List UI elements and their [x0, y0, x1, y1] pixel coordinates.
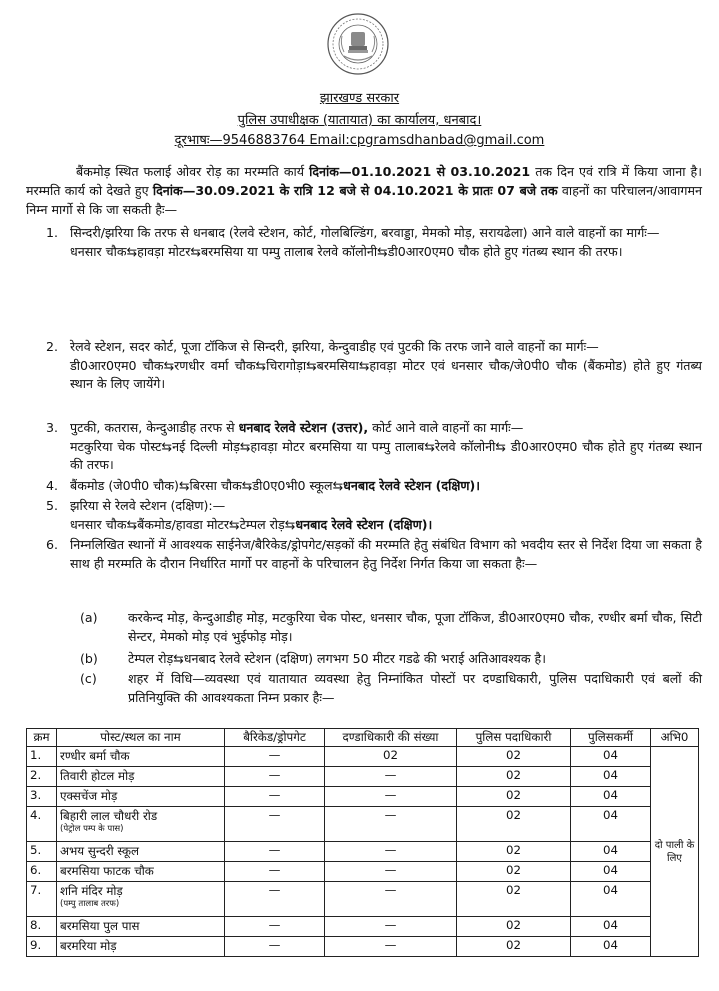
- table-row: 3. एक्सचेंज मोड़ — — 02 04: [27, 787, 699, 807]
- route-item: 4. बैंकमोड (जे0पी0 चौक)⇆बिरसा चौक⇆डी0ए0भी0 स्कूल⇆धनबाद रेलवे स्टेशन (दक्षिण)।: [46, 478, 481, 493]
- post-note: (पम्पु तालाब तरफ): [60, 899, 120, 909]
- post-name: बरमसिया पुल पास: [57, 917, 225, 937]
- route-item: 5. झरिया से रेलवे स्टेशन (दक्षिण):— धनसार चौक⇆बैंकमोड/हावडा मोटर⇆टेम्पल रोड़⇆धनबाद रेलवे स्टेशन (दक्षिण)।: [46, 498, 433, 532]
- post-note: (पेट्रोल पम्प के पास): [60, 824, 124, 834]
- table-header-row: [27, 729, 699, 747]
- post-name: तिवारी होटल मोड़: [57, 767, 225, 787]
- table-row: 4. बिहारी लाल चौधरी रोड (पेट्रोल पम्प के पास) — — 02 04: [27, 807, 699, 842]
- post-name: शनि मंदिर मोड़ (पम्पु तालाब तरफ): [57, 882, 225, 917]
- header-contact: दूरभाषः—9546883764 Email:cpgramsdhanbad@gmail.com: [174, 133, 545, 148]
- col-barricade: बैरिकेड/ड्रोपगेट: [225, 729, 325, 747]
- col-post: पोस्ट/स्थल का नाम: [57, 729, 225, 747]
- table-row: 8. बरमसिया पुल पास — — 02 04: [27, 917, 699, 937]
- header-government: झारखण्ड सरकार: [319, 91, 400, 106]
- table-row: 1. रण्धीर बर्मा चौक — 02 02 04 दो पाली के लिए: [27, 747, 699, 767]
- route-item: 1. सिन्दरी/झरिया कि तरफ से धनबाद (रेलवे स्टेशन, कोर्ट, गोलबिल्डिंग, बरवाड्डा, मेमको मोड़, सरायढेला) आने वाले वाहनों का मार्गः— धनसार चौक⇆हावड़ा मोटर⇆बरमसिया या पम्पु तालाब रेलवे कॉलोनी⇆डी0आर0एम0 चौक होते हुए गंतब्य स्थान की तरफ।: [46, 225, 660, 259]
- col-officer: पुलिस पदाधिकारी: [457, 729, 571, 747]
- table-row: 2. तिवारी होटल मोड़ — — 02 04: [27, 767, 699, 787]
- col-magistrate: दण्डाधिकारी की संख्या: [325, 729, 457, 747]
- sub-item: (a) करकेन्द मोड़, केन्दुआडीह मोड़, मटकुरिया चेक पोस्ट, धनसार चौक, पूजा टॉकिज, डी0आर0एम0 चौक, रण्धीर बर्मा चौक, सिटी सेन्टर, मेमको मोड़ एवं भुईफोड़ मोड़।: [80, 610, 702, 644]
- col-serial: क्रम: [27, 729, 57, 747]
- intro-paragraph: बैंकमोड़ स्थित फलाई ओवर रोड़ का मरम्मति कार्य दिनांक—01.10.2021 से 03.10.2021 तक दिन एवं रात्रि में किया जाना है। मरम्मति कार्य को देखते हुए दिनांक—30.09.2021 के रात्रि 12 बजे से 04.10.2021 के प्रातः 07 बजे तक वाहनों का परिचालन/आवागमन निम्न मार्गो से कि जा सकती हैः—: [26, 164, 702, 217]
- col-remark: अभि0: [651, 729, 699, 747]
- state-emblem-icon: [326, 12, 390, 76]
- post-name: बरमरिया मोड़: [57, 937, 225, 957]
- route-item: 2. रेलवे स्टेशन, सदर कोर्ट, पूजा टॉकिज से सिन्दरी, झरिया, केन्दुवाडीह एवं पुटकी कि तरफ जाने वाले वाहनों का मार्गः— डी0आर0एम0 चौक⇆रणधीर वर्मा चौक⇆चिरागोड़ा⇆बरमसिया⇆हावड़ा मोटर एवं धनसार चौक/जे0पी0 चौक (बैंकमोड) होते हुए गंतब्य स्थान के लिए जायेंगे।: [46, 339, 702, 392]
- sub-item: (b) टेम्पल रोड़⇆धनबाद रेलवे स्टेशन (दक्षिण) लगभग 50 मीटर गडढे की भराई अतिआवश्यक है।: [80, 651, 546, 666]
- post-name: रण्धीर बर्मा चौक: [57, 747, 225, 767]
- table-row: 5. अभय सुन्दरी स्कूल — — 02 04: [27, 842, 699, 862]
- table-row: 7. शनि मंदिर मोड़ (पम्पु तालाब तरफ) — — 02 04: [27, 882, 699, 917]
- post-name: एक्सचेंज मोड़: [57, 787, 225, 807]
- header-office: पुलिस उपाधीक्षक (यातायात) का कार्यालय, धनबाद।: [237, 113, 482, 128]
- col-police: पुलिसकर्मी: [571, 729, 651, 747]
- post-name: बिहारी लाल चौधरी रोड (पेट्रोल पम्प के पास): [57, 807, 225, 842]
- table-row: 6. बरमसिया फाटक चौक — — 02 04: [27, 862, 699, 882]
- remark-cell: दो पाली के लिए: [651, 747, 699, 957]
- route-item: 3. पुटकी, कतरास, केन्दुआडीह तरफ से धनबाद रेलवे स्टेशन (उत्तर), कोर्ट आने वाले वाहनों का मार्गः— मटकुरिया चेक पोस्ट⇆नई दिल्ली मोड़⇆हावड़ा मोटर बरमसिया या पम्पु तालाब⇆रेलवे कॉलोनी⇆ डी0आर0एम0 चौक होते हुए गंतब्य स्थान की तरफ।: [46, 420, 702, 473]
- post-name: बरमसिया फाटक चौक: [57, 862, 225, 882]
- post-name: अभय सुन्दरी स्कूल: [57, 842, 225, 862]
- route-item: 6. निम्नलिखित स्थानों में आवश्यक साईनेज/बैरिकेड/ड्रोपगेट/सड़कों की मरम्मति हेतु संबंधित विभाग को भवदीय स्तर से निर्देश दिया जा सकता है साथ ही मरम्मति के दौरान निर्धारित मार्गो पर वाहनों के परिचालन हेतु निर्देश निर्गत किया जा सकता हैः—: [46, 537, 702, 571]
- deployment-table: [26, 728, 699, 957]
- sub-item: (c) शहर में विधि—व्यवस्था एवं यातायात व्यवस्था हेतु निम्नांकित पोस्टों पर दण्डाधिकारी, पुलिस पदाधिकारी एवं बलों की प्रतिनियुक्ति की आवश्यकता निम्न प्रकार हैः—: [80, 671, 702, 705]
- table-row: 9. बरमरिया मोड़ — — 02 04: [27, 937, 699, 957]
